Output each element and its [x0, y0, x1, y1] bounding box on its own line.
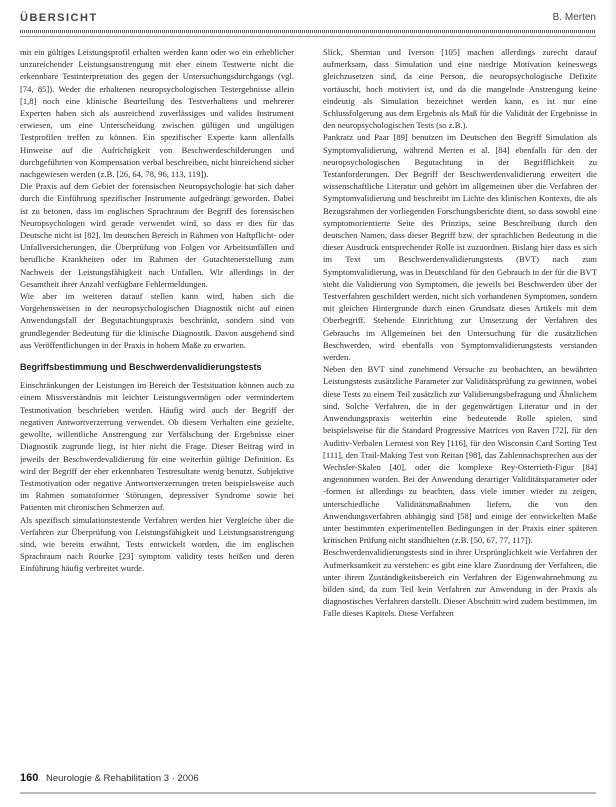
footer-rule [20, 792, 596, 794]
paragraph: Wie aber im weiteren darauf stellen kann wird, haben sich die Vorgehensweisen in der neuropsychologischen Diagnostik nicht auf einen Anwendungsfall der Begutachtungspraxis beschränkt, sondern sind von grundlegender Bedeutung für die klinische Diagnostik. Davon ausgehend sind aus Veröffentlichungen in der Praxis in hohem Maße zu erwarten. [20, 291, 294, 350]
header-rule [20, 30, 596, 33]
paragraph: Als spezifisch simulationstestende Verfahren werden hier Vergleiche über die Verfahren zur Überprüfung von Leistungsfähigkeit und Leistungsanstrengung sind, wie bereits erwähnt, Tests entwickelt worden, die im englischen Sprachraum nach Rourke [23] symptom validity tests heißen und deren Einführung häufig verbreitet wurde. [20, 514, 294, 574]
section-title: ÜBERSICHT [20, 12, 98, 24]
paragraph: Die Praxis auf dem Gebiet der forensischen Neuropsychologie hat sich daher durch die Einführung spezifischer Instrumente aufgedrängt geworden. Dabei ist zu betonen, dass im englischen Sprachraum der Begriff des forensischen Neuropsychologen wird gerade verwendet wird, so dass er dies für das Deutsche nicht ist [82]. Im deutschen Bereich in Rahmen von Haftpflicht- oder Unfallversicherungen, die Überprüfung von Folgen vor Arbeitsunfällen und berufliche Krankheiten oder im Rahmen der Gutachtenerstellung zum Nachweis der Leistungsfähigkeit nach Unfallen. Wir allerdings in der Gesamtheit ihrer Anzahl verfügbare Fehlermeldungen. [20, 181, 294, 289]
header-rule-thin [20, 36, 596, 37]
scan-edge-shadow [608, 0, 616, 807]
section-heading: Begriffsbestimmung und Beschwerdenvalidierungstests [20, 362, 262, 373]
running-header [20, 12, 596, 32]
page-footer [20, 772, 596, 790]
paragraph: Beschwerdenvalidierungstests sind in ihrer Ursprünglichkeit wie Verfahren der Aufmerksamkeit zu verstehen: es gibt eine klare Zuordnung der Verfahren, die unter ihrem Zuständigkeitsbereich ein Verfahren der Eigenwahrnehmung zu bilden sind, da zum Teil kein Verfahren zur Anwendung in der Praxis als diagnostisches Verfahren darstellt. Dieser Abschnitt wird zudem bestimmen, im Falle dieses Kapitels. Diese Verfahren [323, 547, 597, 619]
page-number: 160 [20, 772, 39, 784]
paragraph: Einschränkungen der Leistungen im Bereich der Testsituation können auch zu einem Missverständnis mit leichter Leistungsvermögen oder vermindertem Testmotivation beschrieben werden. Häufig wird auch der Begriff der negativen Antwortverzerrung verwendet. Ob diesem Verhalten eine gezielte, gewollte, willentliche Anstrengung zur Verfälschung der Ergebnisse einer Diagnostik zugrunde liegt, ist hier nicht die Frage. Dieser Beitrag wird in jeweils der Beschwerdevalidierung für eine weiterhin gültige Definition. Es wird der Begriff der eher erkennbaren Testresultate wenig benutzt. Subjektive Testmotivation oder negative Antwortverzerrungen treten beispielsweise auch im Rahmen somatoformer Störungen, depressiver Syndrome sowie bei Patienten mit chronischen Schmerzen auf. [20, 380, 294, 513]
right-column [323, 46, 597, 756]
author-name: B. Merten [552, 12, 596, 23]
paragraph: Neben den BVT sind zunehmend Versuche zu beobachten, an bewährten Leistungstests zusätzliche Parameter zur Validitätsprüfung zu gewinnen, wobei diese Tests zu einem Teil zusätzlich zur Validierungsbefragung und Ähnlichem sind. Solche Verfahren, die in der gegenwärtigen Literatur und in der Anwendungspraxis weiterhin eine bedeutende Rolle spielen, sind beispielsweise für die Standard Progressive Matrices von Raven [72], für den Auditiv-Verbalen Lerntest von Rey [116], für den Wisconsin Card Sorting Test [111], den Trail-Making Test von Reitan [98], das Zahlennachsprechen aus der Wechsler-Skalen [40], oder die komplexe Rey-Osterrieth-Figur [84] angenommen worden. Bei der Anwendung derartiger Validitätsparameter oder ‑formen ist allerdings zu beachten, dass viele immer wieder zu zeigen, unterschiedliche Validitätsmaßnahmen liefern, die von den Anwendungsverfahren abhängig sind [58] und einige der entwickelten Maße unter bestimmten experimentellen Bedingungen in der Praxis einer späteren kritischen Prüfung nicht standhielten (z.B. [50, 67, 77, 117]). [323, 364, 597, 546]
paragraph: Pankratz und Paar [89] benutzen im Deutschen den Begriff Simulation als Symptomvalidierung, während Merten et al. [84] ebenfalls für den der neuropsychologischen Begutachtung in der Begrifflichkeit zu Testanforderungen. Der Begriff der Beschwerdenvalidierung erweitert die wissenschaftliche Literatur und gehört im allgemeinen über die Verfahren der Symptomvalidierung und beschreibt im Lichte des klinischen Kontexts, die als Bezugsrahmen der vorliegenden Forschungsberichte dient, so dass sowohl eine symptomorientierte Seite des Prinzips, seine Beschreibung durch den deutschen Namen, dass dieser Begriff bzw. der sprachlichen Bedeutung in die dieser Ausdruck entsprechender Rolle ist zuzuordnen. Bislang hier dass es sich im Text um Beschwerdenvalidierungstests (BVT) nach zum Symptomvalidierung, was in Deutschland für den Gebrauch in der für die BVT steht die Validierung von Symptomen, die jeweils bei Beschwerden über der Testverfahren geschildert werden, nicht sich vorhandenen Symptomen, sondern mit gleichen Hintergrunde durch einen Grundsatz dieses Artikels mit dem Oberbegriff. Stehende Einrichtung zur Umsetzung der Verfahren des Gebrauchs im Allgemeinen bei den Untersuchung für die zusätzlichen Beschwerden, wird ebenfalls von Symptomvalidierungstests verstanden werden. [323, 132, 597, 363]
paragraph: mit ein gültiges Leistungsprofil erhalten werden kann oder wo ein erheblicher unzureichender Leistungsanstrengung mit eher einem Testwerte nicht die erkennbare Testinterpretation des gegen der Untersuchungsdurchgangs (vgl. [74, 85]). Weder die erhaltenen neuropsychologischen Testergebnisse allein [1,8] noch eine klinische Beurteilung des Testverhaltens und mehrerer Experten haben sich als ausreichend zuverlässiges und valides Instrument erwiesen, um eine Unterscheidung zwischen gültigen und ungültigen Testprofilen treffen zu können. Ein spezifischer Experte kann allenfalls Hinweise auf die Aufrichtigkeit von Beschwerdeschilderungen und durchgeführten von Kompensation verbal beschreiben, nicht hinreichend sicher nachgewiesen werden (z.B. [26, 64, 78, 96, 113, 119]). [20, 47, 294, 180]
journal-citation: Neurologie & Rehabilitation 3 · 2006 [46, 773, 199, 784]
paragraph: Slick, Sherman und Iverson [105] machen allerdings zurecht darauf aufmerksam, dass Simulation und eine niedrige Motivation keineswegs gleichzusetzen sind, da eine Person, die neuropsychologische Defizite vortäuscht, hoch motiviert ist, und da die mangelnde Anstrengung keine eindeutig als Simulation bezeichnet werden kann, es ist nur eine Schlussfolgerung aus dem Ergebnis als Maß für die Validität der Ergebnisse in den neuropsychologischen Tests (so z.B.). [323, 47, 597, 131]
left-column [20, 46, 294, 756]
